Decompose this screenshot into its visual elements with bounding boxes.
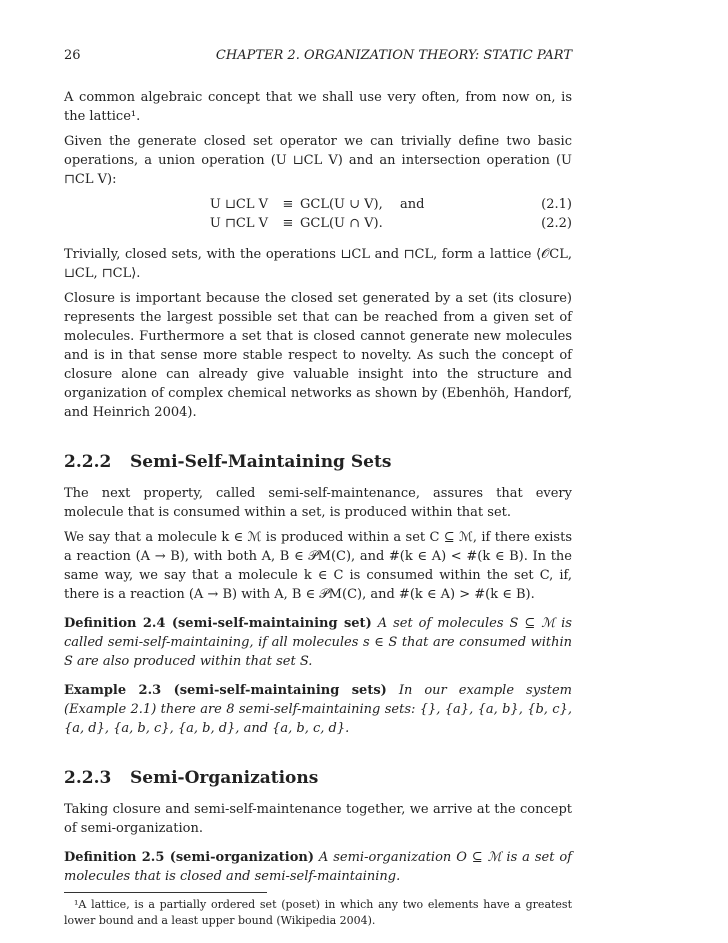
section-title: Semi-Self-Maintaining Sets [130, 452, 392, 472]
definition-label: Definition 2.5 (semi-organization) [64, 850, 314, 865]
equation-relation: ≡ [282, 216, 294, 231]
paragraph-semi-organization-intro: Taking closure and semi-self-maintenance together, we arrive at the concept of semi-organization. [64, 802, 572, 836]
definition-label: Definition 2.4 (semi-self-maintaining set) [64, 616, 372, 631]
page [64, 48, 572, 929]
definition-body: A semi-organization O ⊆ ℳ is a set of molecules that is closed and semi-self-maintaining. [64, 850, 572, 884]
paragraph-closure: Closure is important because the closed set generated by a set (its closure) represents the largest possible set that can be reached from a given set of molecules. Furthermore a set that is closed cannot generate new molecules and is in that sense more stable respect to novelty. As such the concept of closure alone can already give valuable insight into the structure and organization of complex chemical networks as shown by (Ebenhöh, Handorf, and Heinrich 2004). [64, 291, 572, 420]
example-2-3 [64, 681, 572, 738]
section-number: 2.2.3 [64, 768, 112, 788]
equation-conjunction [400, 214, 460, 233]
equation-rhs: GCL(U ∪ V), [300, 197, 383, 212]
equation-2-1 [64, 195, 572, 214]
example-body: In our example system (Example 2.1) there are 8 semi-self-maintaining sets: {}, {a}, {a, b}, {b, c}, {a, d}, {a, b, c}, {a, b, d}, and {a, b, c, d}. [64, 683, 572, 736]
section-number: 2.2.2 [64, 452, 112, 472]
equation-lhs: U ⊔CL V [209, 197, 268, 212]
equation-conjunction: and [400, 197, 425, 212]
equation-number: (2.2) [541, 216, 572, 231]
chapter-title: CHAPTER 2. ORGANIZATION THEORY: STATIC PART [215, 48, 572, 63]
section-title: Semi-Organizations [130, 768, 319, 788]
example-label: Example 2.3 (semi-self-maintaining sets) [64, 683, 387, 698]
equation-rhs: GCL(U ∩ V). [300, 216, 383, 231]
definition-body: A set of molecules S ⊆ ℳ is called semi-self-maintaining, if all molecules s ∈ S that are consumed within S are also produced within that set S. [64, 616, 572, 669]
equation-2-2 [64, 214, 572, 233]
paragraph-lattice: Trivially, closed sets, with the operations ⊔CL and ⊓CL, form a lattice ⟨𝒪CL, ⊔CL, ⊓CL⟩. [64, 247, 572, 281]
equation-relation: ≡ [282, 197, 294, 212]
footnote: ¹A lattice, is a partially ordered set (poset) in which any two elements have a greatest lower bound and a least upper bound (Wikipedia 2004). [64, 898, 572, 927]
paragraph-lattice-intro: A common algebraic concept that we shall use very often, from now on, is the lattice¹. [64, 90, 572, 124]
section-heading-2-2-2 [64, 452, 572, 472]
paragraph-produced-consumed: We say that a molecule k ∈ ℳ is produced within a set C ⊆ ℳ, if there exists a reaction (A → B), with both A, B ∈ 𝒫M(C), and #(k ∈ A) < #(k ∈ B). In the same way, we say that a molecule k ∈ C is consumed within the set C, if, there is a reaction (A → B) with A, B ∈ 𝒫M(C), and #(k ∈ A) > #(k ∈ B). [64, 530, 572, 602]
equation-number: (2.1) [541, 197, 572, 212]
section-heading-2-2-3 [64, 768, 572, 788]
equation-block [64, 195, 572, 233]
equation-lhs: U ⊓CL V [209, 216, 268, 231]
paragraph-operations: Given the generate closed set operator we can trivially define two basic operations, a union operation (U ⊔CL V) and an intersection operation (U ⊓CL V): [64, 134, 572, 187]
definition-2-5 [64, 848, 572, 886]
page-number: 26 [64, 48, 81, 63]
running-header [64, 48, 572, 63]
paragraph-semi-self-maintenance: The next property, called semi-self-maintenance, assures that every molecule that is consumed within a set, is produced within that set. [64, 486, 572, 520]
footnote-rule [64, 892, 267, 893]
definition-2-4 [64, 614, 572, 671]
